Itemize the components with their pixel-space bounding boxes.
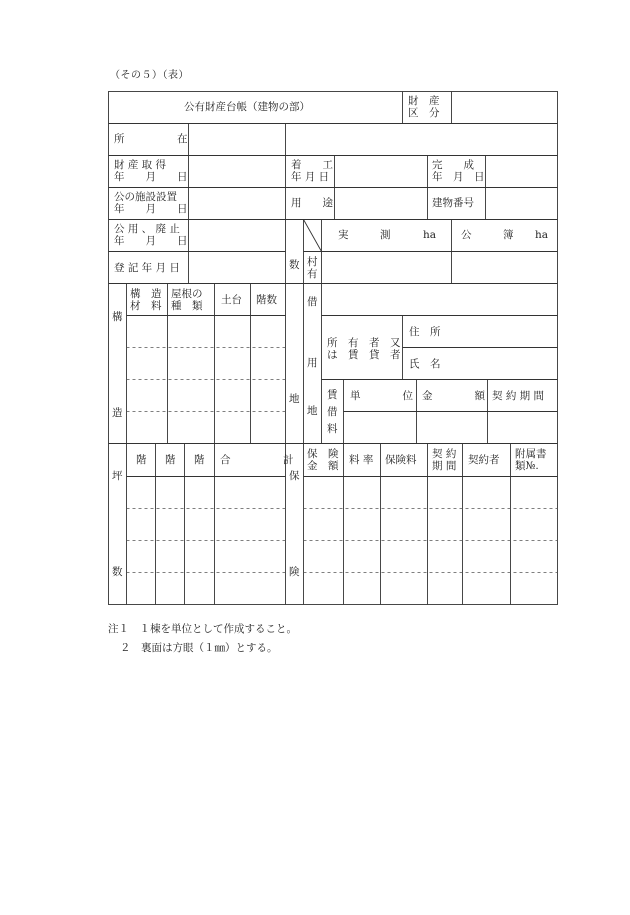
label-kou: 構 [112,311,123,323]
label-kobo: 公 簿 [461,229,514,241]
label-chakko-2: 年 月 日 [291,171,330,183]
label-setchi-2: 年 月 日 [114,203,188,215]
label-yane-1: 屋根の [171,288,203,300]
label-ken: 険 [289,566,300,578]
label-shutoku-2: 年 月 日 [114,171,188,183]
note-1: 注１ １棟を単位として作成すること。 [108,623,297,635]
label-shakuryo-1: 借 [327,406,338,418]
form-number-header: （その５）（表） [110,70,189,81]
label-kansei-2: 年 月 日 [432,171,485,183]
label-kouzou-zairyo-2: 材 料 [130,300,162,312]
label-goukei: 合 計 [220,454,294,466]
label-kingaku: 金 額 [422,390,485,402]
label-hokenryo: 保険料 [385,454,417,466]
label-kai-2: 階 [165,454,176,466]
label-setchi-1: 公の施設設置 [114,191,177,203]
label-keiyaku-1: 契 約 [432,448,457,460]
label-tsubo: 坪 [112,470,123,482]
label-kaisuu: 階数 [256,294,277,306]
label-shutoku-1: 財 産 取 得 [114,159,167,171]
label-kaku-2: 有 [307,268,318,280]
label-haishi-1: 公 用 、 廃 止 [114,223,180,235]
label-chi: 地 [289,393,300,405]
label-kaku-1: 村 [307,256,318,268]
label-kansei-1: 完 成 [432,159,474,171]
label-yoto: 用 途 [291,197,333,209]
label-dodai: 土台 [221,294,242,306]
label-shimei: 氏 名 [409,358,441,370]
form-title: 公有財産台帳（建物の部） [184,101,310,113]
label-suu-2: 数 [112,566,123,578]
label-ho: 保 [289,470,300,482]
label-jusho: 住 所 [409,326,441,338]
label-chakko-1: 着 工 [291,159,333,171]
label-chin: 賃 [327,389,338,401]
label-fuzoku-2: 類№. [515,460,539,472]
label-yane-2: 種 類 [171,300,203,312]
label-toki: 登 記 年 月 日 [114,262,180,274]
label-chi-2: 地 [307,405,318,417]
label-ha-1: ha [423,229,437,241]
label-shozai: 所 在 [114,133,188,145]
label-shoyusha-1: 所 有 者 又 [327,337,401,349]
label-fuzoku-1: 附属書 [515,448,547,460]
form-notes [108,620,297,658]
label-hoken-kingaku-1: 保 険 [307,448,339,460]
label-keiyaku-kikan: 契 約 期 間 [492,390,545,402]
label-zaisan-kubun-2: 区 分 [408,107,440,119]
label-shoyusha-2: は 賃 貸 者 [327,349,401,361]
label-hoken-kingaku-2: 金 額 [307,460,339,472]
label-keiyaku-2: 期 間 [432,460,457,472]
label-kai-3: 階 [194,454,205,466]
label-keiyakusha: 契約者 [468,454,500,466]
label-suu: 数 [289,259,300,271]
note-2: ２ 裏面は方眼（１㎜）とする。 [120,642,278,654]
label-shaku: 借 [307,296,318,308]
label-ha-2: ha [535,229,549,241]
label-haishi-2: 年 月 日 [114,235,188,247]
label-bango: 建物番号 [432,197,474,209]
label-kai-1: 階 [136,454,147,466]
label-zaisan-kubun-1: 財 産 [408,95,440,107]
label-ryoritsu: 料 率 [349,454,374,466]
label-shakuryo-2: 料 [327,423,338,435]
label-zou: 造 [112,407,123,419]
label-jissoku: 実 測 [338,229,391,241]
label-kouzou-zairyo-1: 構 造 [130,288,162,300]
label-you: 用 [307,357,318,369]
label-tani: 単 位 [350,390,413,402]
